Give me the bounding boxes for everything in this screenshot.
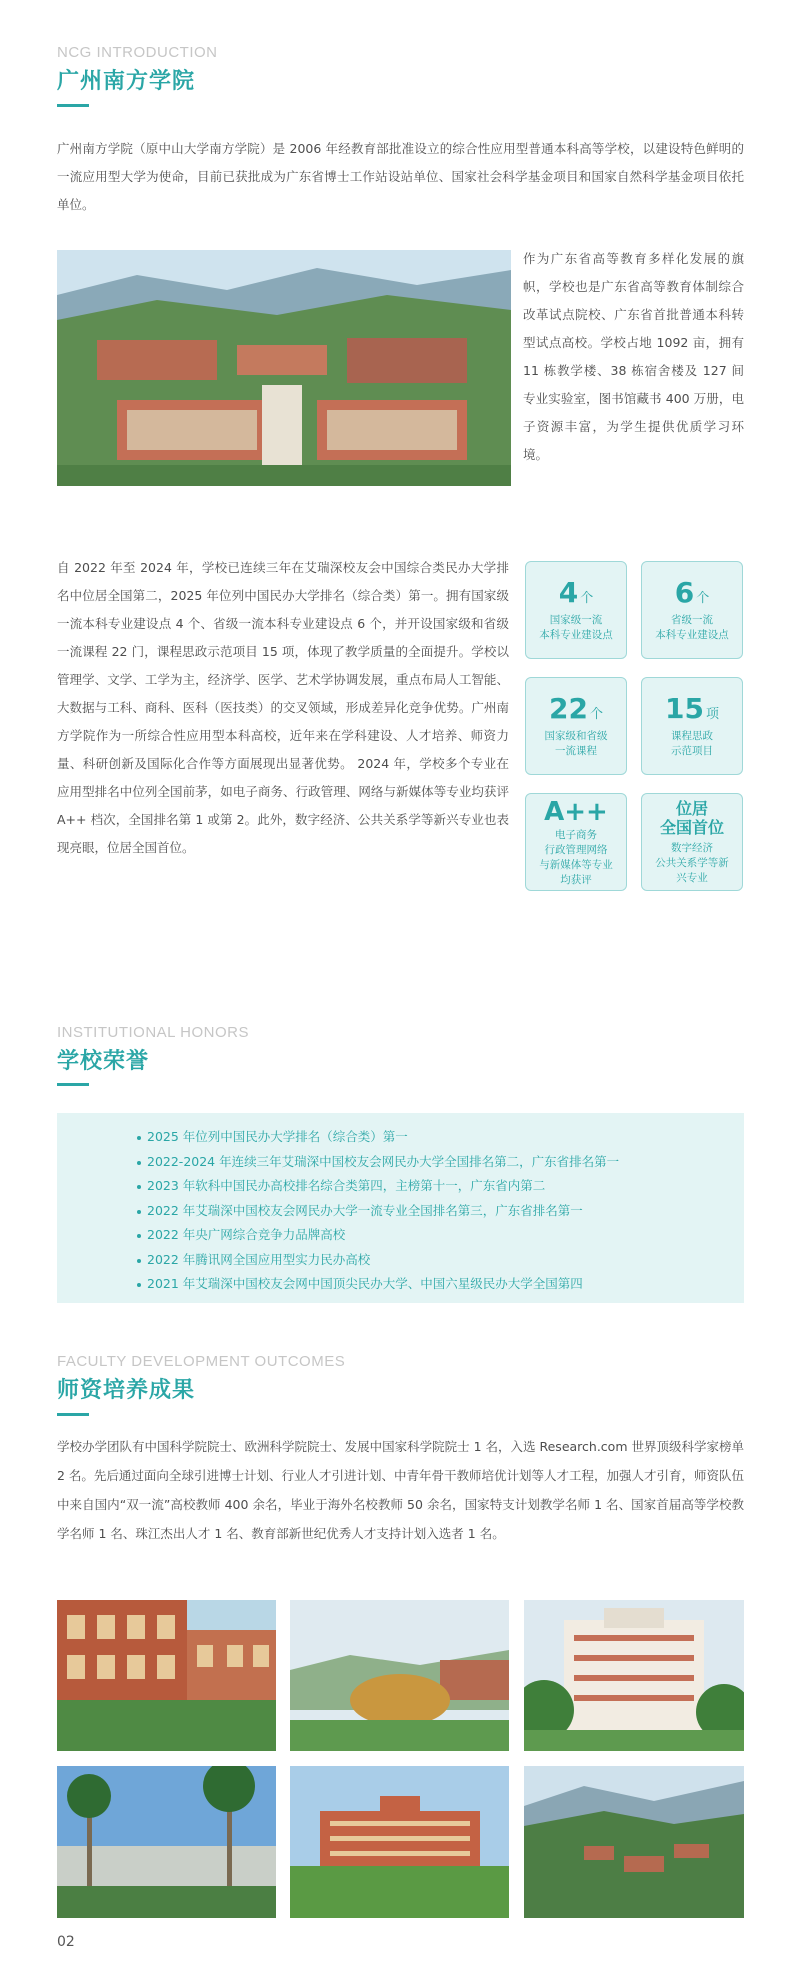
- honor-item: [137, 1125, 744, 1150]
- stat-card-national-first: [641, 793, 743, 891]
- stat-card-provincial-majors: [641, 561, 743, 659]
- stat-desc-line: 均获评: [560, 874, 592, 886]
- honor-text: 2022 年艾瑞深中国校友会网民办大学一流专业全国排名第三，广东省排名第一: [147, 1202, 583, 1218]
- stat-unit: 项: [705, 707, 719, 722]
- stat-card-ideology-projects: [641, 677, 743, 775]
- stat-value: 22: [549, 692, 588, 725]
- stat-value: 15: [665, 692, 704, 725]
- stat-unit: 个: [696, 591, 710, 606]
- intro-cn-title: 广州南方学院: [57, 69, 196, 94]
- bullet-dot: [137, 1161, 141, 1165]
- stat-value: 4: [558, 576, 579, 609]
- faculty-paragraph: 学校办学团队有中国科学院院士、欧洲科学院院士、发展中国家科学院院士 1 名，入选 Research.com 世界顶级科学家榜单 2 名。先后通过面向全球引进博士计划、行业人才引进计划、中青年骨干教师培优计划等人才工程，加强人才引育，师资队伍中来自国内“双一流”高校教师 400 余名，毕业于海外名校教师 50 余名，国家特支计划教学名师 1 名、国家首届高等学校教学名师 1 名、珠江杰出人才 1 名、教育部新世纪优秀人才支持计划入选者 1 名。: [57, 1439, 744, 1541]
- stat-desc-line: 行政管理网络: [544, 844, 608, 856]
- stat-desc-line: 兴专业: [676, 871, 708, 884]
- stat-desc-line: 本科专业建设点: [539, 629, 613, 641]
- honor-item: [137, 1150, 744, 1175]
- stat-desc-line: 与新媒体等专业: [539, 859, 613, 871]
- stat-desc-line: 数字经济: [671, 841, 713, 854]
- stat-value: 位居 全国首位: [659, 798, 724, 837]
- honor-text: 2022 年央广网综合竞争力品牌高校: [147, 1227, 346, 1242]
- honor-text: 2022 年腾讯网全国应用型实力民办高校: [147, 1251, 371, 1267]
- faculty-en-title: FACULTY DEVELOPMENT OUTCOMES: [57, 1353, 346, 1370]
- bullet-dot: [137, 1283, 141, 1287]
- honors-panel: [57, 1113, 744, 1303]
- stat-card-national-majors: [525, 561, 627, 659]
- honor-item: [137, 1272, 744, 1297]
- stat-value: 6: [674, 576, 695, 609]
- honors-en-title: INSTITUTIONAL HONORS: [57, 1024, 249, 1041]
- intro-paragraph-3: 自 2022 年至 2024 年，学校已连续三年在艾瑞深校友会中国综合类民办大学排名中位居全国第二，2025 年位列中国民办大学排名（综合类）第一。拥有国家级一流本科专业建设点 4 个、省级一流本科专业建设点 6 个，并开设国家级和省级一流课程 22 门，课程思政示范项目 15 项，体现了教学质量的全面提升。学校以管理学、文学、工学为主，经济学、医学、艺术学协调发展，重点布局人工智能、大数据与工科、商科、医科（医技类）的交叉领域，形成差异化竞争优势。广州南方学院作为一所综合性应用型本科高校，近年来在学科建设、人才培养、师资力量、科研创新及国际化合作等方面展现出显著优势。 2024 年，学校多个专业在应用型排名中位列全国前茅，如电子商务、行政管理、网络与新媒体等专业均获评 A++ 档次，全国排名第 1 或第 2。此外，数字经济、公共关系学等新兴专业也表现亮眼，位居全国首位。: [57, 560, 509, 855]
- stat-unit: 个: [580, 591, 594, 606]
- intro-en-title: NCG INTRODUCTION: [57, 44, 218, 61]
- bullet-dot: [137, 1210, 141, 1214]
- campus-photo-main-building: [290, 1766, 509, 1918]
- honor-item: [137, 1248, 744, 1273]
- honor-text: 2021 年艾瑞深中国校友会网中国顶尖民办大学、中国六星级民办大学全国第四: [147, 1276, 583, 1291]
- page-number: 02: [57, 1934, 75, 1950]
- bullet-dot: [137, 1185, 141, 1189]
- stat-card-a-plus-plus: [525, 793, 627, 891]
- campus-aerial-photo: [57, 250, 511, 486]
- title-underline: [57, 1413, 89, 1416]
- honors-list: [137, 1125, 744, 1297]
- bullet-dot: [137, 1234, 141, 1238]
- stat-desc-line: 电子商务: [555, 829, 597, 841]
- title-underline: [57, 1083, 89, 1086]
- campus-photo-engraved-rock: [290, 1600, 509, 1751]
- stat-desc-line: 一流课程: [555, 745, 597, 757]
- faculty-cn-title: 师资培养成果: [57, 1378, 196, 1403]
- stat-value: A++: [544, 797, 608, 827]
- honors-cn-title: 学校荣誉: [57, 1049, 150, 1074]
- title-underline: [57, 104, 89, 107]
- stat-unit: 个: [589, 707, 603, 722]
- stat-desc-line: 课程思政: [671, 730, 713, 742]
- stat-desc-line: 本科专业建设点: [655, 629, 729, 641]
- honor-item: [137, 1199, 744, 1224]
- stat-desc-line: 国家级和省级: [544, 730, 608, 742]
- bullet-dot: [137, 1136, 141, 1140]
- campus-photo-aerial-hills: [524, 1766, 744, 1918]
- campus-photo-palm-trees: [57, 1766, 276, 1918]
- stat-desc-line: 国家级一流: [549, 614, 603, 626]
- honor-text: 2025 年位列中国民办大学排名（综合类）第一: [147, 1129, 408, 1144]
- honor-item: [137, 1223, 744, 1248]
- stat-desc-line: 示范项目: [671, 745, 713, 757]
- stat-card-courses: [525, 677, 627, 775]
- stat-desc-line: 公共关系学等新: [655, 856, 729, 869]
- honor-item: [137, 1174, 744, 1199]
- honor-text: 2022-2024 年连续三年艾瑞深中国校友会网民办大学全国排名第二，广东省排名第一: [147, 1153, 620, 1169]
- campus-photo-building-facade: [57, 1600, 276, 1751]
- campus-photo-tower-building: [524, 1600, 744, 1751]
- intro-paragraph-2: 作为广东省高等教育多样化发展的旗帜，学校也是广东省高等教育体制综合改革试点院校、广东省首批普通本科转型试点高校。学校占地 1092 亩，拥有 11 栋教学楼、38 栋宿舍楼及 127 间专业实验室，图书馆藏书 400 万册，电子资源丰富，为学生提供优质学习环境。: [523, 251, 744, 462]
- stat-desc-line: 省级一流: [671, 614, 713, 626]
- intro-paragraph-1: 广州南方学院（原中山大学南方学院）是 2006 年经教育部批准设立的综合性应用型普通本科高等学校，以建设特色鲜明的一流应用型大学为使命，目前已获批成为广东省博士工作站设站单位、国家社会科学基金项目和国家自然科学基金项目依托单位。: [57, 141, 744, 212]
- bullet-dot: [137, 1259, 141, 1263]
- honor-text: 2023 年软科中国民办高校排名综合类第四，主榜第十一，广东省内第二: [147, 1178, 546, 1193]
